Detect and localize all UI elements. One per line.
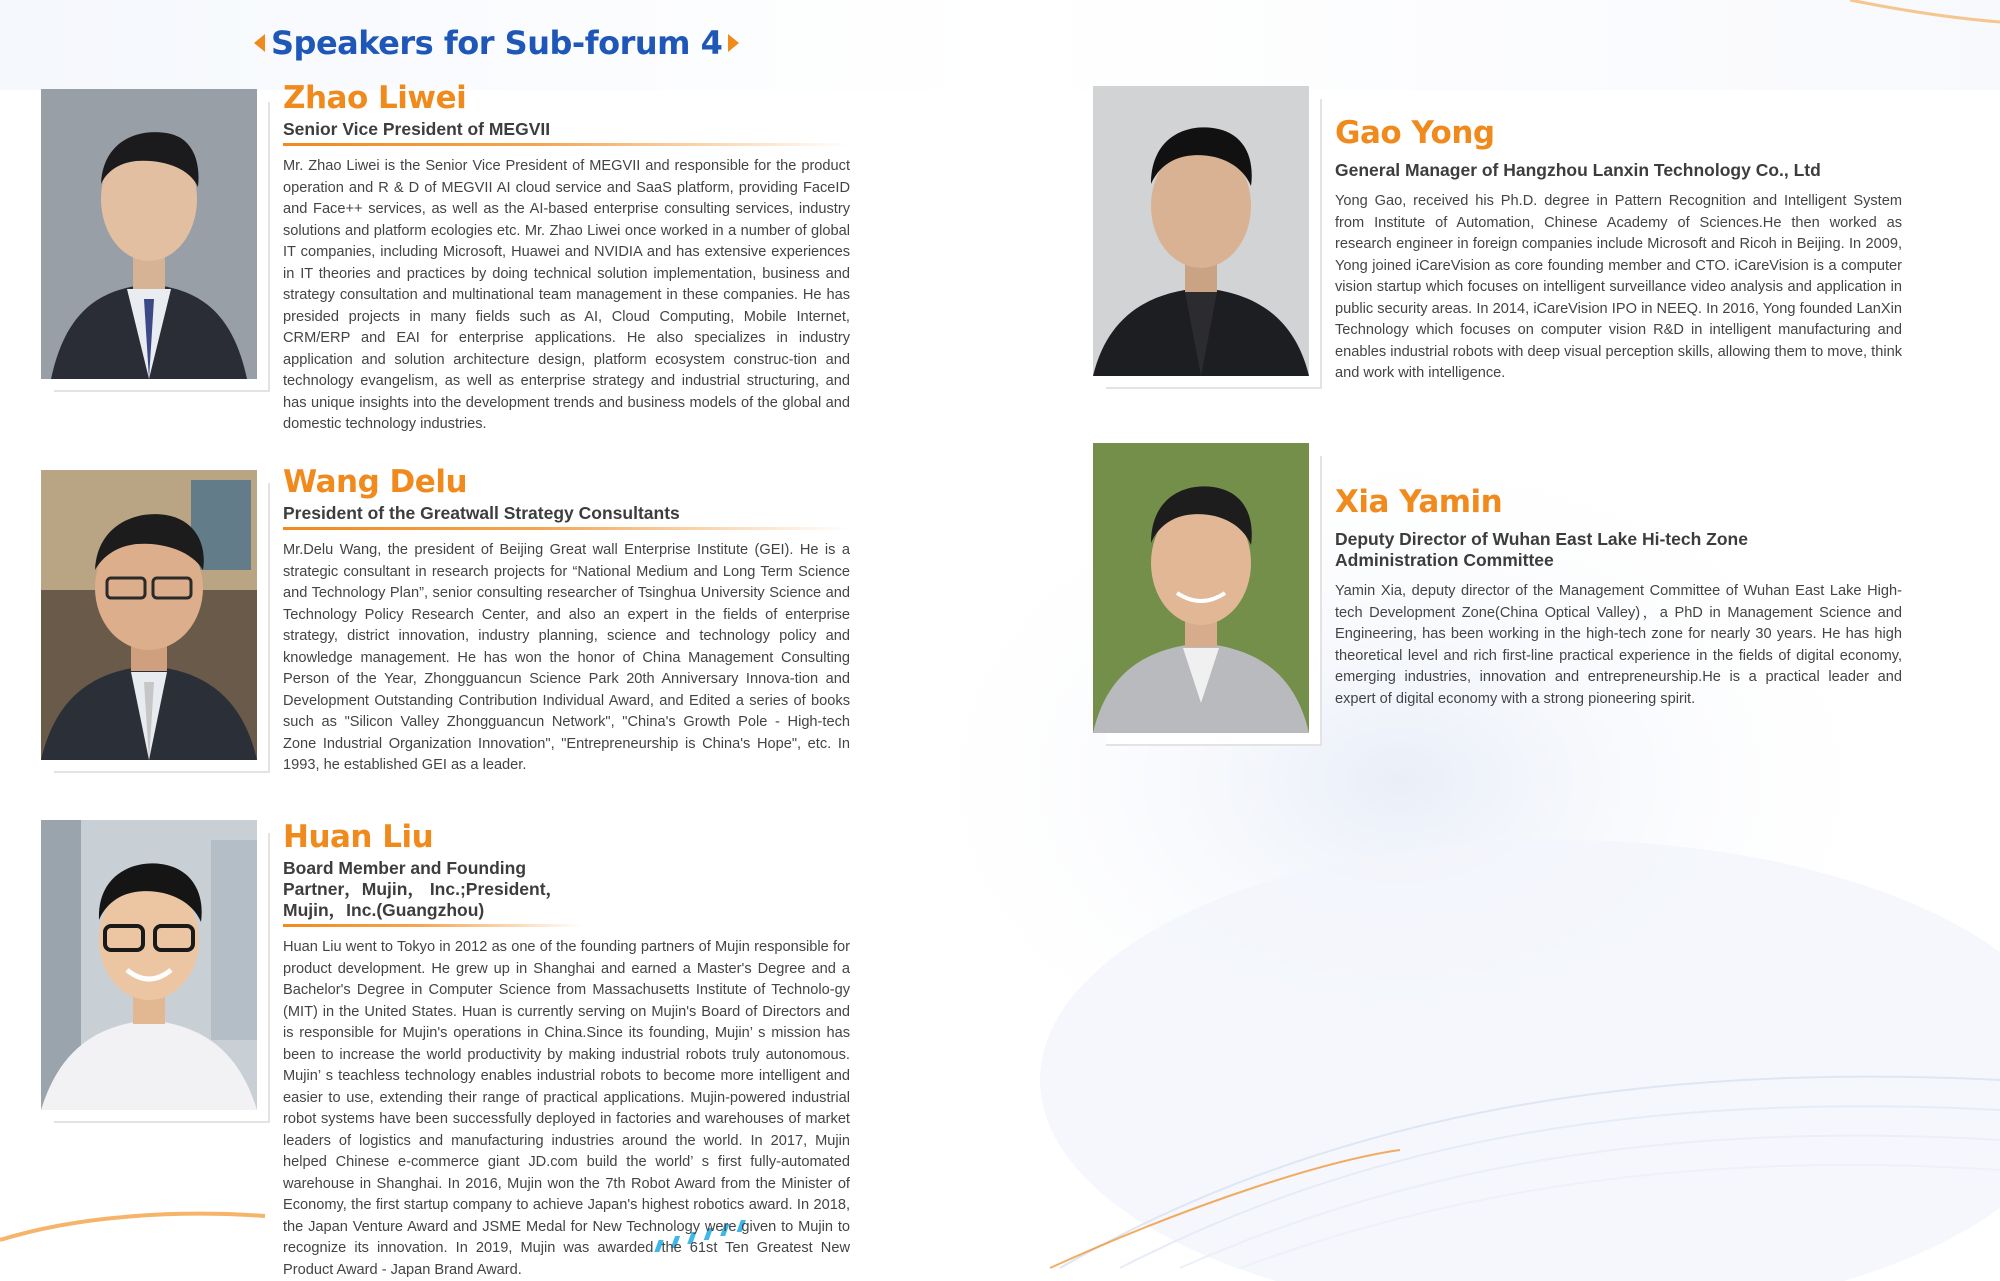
speaker-info xyxy=(283,463,850,777)
speaker-photo xyxy=(41,820,257,1110)
speaker-bio: Yamin Xia, deputy director of the Management Committee of Wuhan East Lake High-tech Development Zone(China Optical Valley)，a PhD in Management Science and Engineering, has been working in the high-tech zone for nearly 30 years. He has high theoretical level and rich first-line practical experience in the fields of digital economy, emerging industries, innovation and entrepreneurship.He is a practical leader and expert of digital economy with a strong pioneering spirit. xyxy=(1335,583,1902,707)
portrait-image xyxy=(1093,86,1309,376)
speaker-info xyxy=(283,818,850,1281)
left-arrow-icon xyxy=(254,34,265,52)
speaker-photo xyxy=(41,470,257,760)
right-arrow-icon xyxy=(728,34,739,52)
portrait-image xyxy=(41,470,257,760)
speaker-bio: Yong Gao, received his Ph.D. degree in Pattern Recognition and Intelligent System from Institute of Automation, Chinese Academy of Sciences.He then worked as research engineer in foreign companies include Microsoft and Ricoh in Beijing. In 2009, Yong joined iCareVision as core founding member and CTO. iCareVision is a computer vision startup which focuses on intelligent surveillance video analysis and application in public security areas. In 2014, iCareVision IPO in NEEQ. In 2016, Yong founded LanXin Technology which focuses on computer vision R&D in intelligent manufacturing and enables industrial robots with deep visual perception skills, allowing them to move, think and work with intelligence. xyxy=(1335,193,1902,381)
speaker-role: Senior Vice President of MEGVII xyxy=(283,119,850,149)
speaker-role: General Manager of Hangzhou Lanxin Technology Co., Ltd xyxy=(1335,160,1821,180)
speaker-info xyxy=(283,79,850,436)
speaker-role: Board Member and Founding Partner，Mujin， Inc.;President，Mujin，Inc.(Guangzhou) xyxy=(283,858,583,930)
speaker-info xyxy=(1335,114,1902,385)
speaker-name: Gao Yong xyxy=(1335,115,1495,151)
speaker-photo xyxy=(1093,443,1309,733)
page-title-text: Speakers for Sub-forum 4 xyxy=(271,24,723,62)
speaker-bio: Mr.Delu Wang, the president of Beijing Great wall Enterprise Institute (GEI). He is a strategic consultant in research projects for “National Medium and Long Term Science and Technology Plan”, senior consulting researcher of Tsinghua University Science and Technology Policy Research Center, and also an expert in the fields of enterprise strategy, district innovation, industry planning, science and technology policy and knowledge management. He has won the honor of China Management Consulting Person of the Year, Zhongguancun Science Park 20th Anniversary Innova-tion and Development Outstanding Contribution Individual Award, and Edited a series of books such as "Silicon Valley Zhongguancun Network", "China's Growth Pole - High-tech Zone Industrial Organization Innovation", "Entrepreneurship is China's Hope", etc. In 1993, he established GEI as a leader. xyxy=(283,542,850,773)
speaker-photo xyxy=(41,89,257,379)
page-title xyxy=(254,20,739,66)
speaker-name: Xia Yamin xyxy=(1335,484,1503,520)
speaker-photo xyxy=(1093,86,1309,376)
speaker-info xyxy=(1335,483,1902,710)
speaker-role: President of the Greatwall Strategy Consultants xyxy=(283,503,850,533)
speaker-role: Deputy Director of Wuhan East Lake Hi-tech Zone Administration Committee xyxy=(1335,529,1748,570)
portrait-image xyxy=(41,820,257,1110)
portrait-image xyxy=(1093,443,1309,733)
speaker-name: Huan Liu xyxy=(283,819,434,855)
portrait-image xyxy=(41,89,257,379)
speaker-name: Zhao Liwei xyxy=(283,80,467,116)
speaker-bio: Huan Liu went to Tokyo in 2012 as one of the founding partners of Mujin responsible for product development. He grew up in Shanghai and earned a Master's Degree and a Bachelor's Degree in Computer Science from Massachusetts Institute of Technolo-gy (MIT) in the United States. Huan is currently serving on Mujin's Board of Directors and is responsible for Mujin's operations in China.Since its founding, Mujin’ s mission has been to increase the world productivity by making industrial robots truly autonomous. Mujin’ s teachless technology enables industrial robots to become more intelligent and easier to use, extending their range of practical applications. Mujin-powered industrial robot systems have been successfully deployed in factories and warehouses of market leaders of logistics and manufacturing industries around the world. In 2017, Mujin helped Chinese e-commerce giant JD.com build the world’ s first fully-automated warehouse in Shanghai. In 2016, Mujin won the 7th Robot Award from the Minister of Economy, the first startup company to achieve Japan's highest robotics award. In 2018, the Japan Venture Award and JSME Medal for New Technology were given to Mujin to recognize its innovation. In 2019, Mujin was awarded the 61st Ten Greatest New Product Award - Japan Brand Award. xyxy=(283,939,850,1278)
speaker-name: Wang Delu xyxy=(283,464,468,500)
speaker-bio: Mr. Zhao Liwei is the Senior Vice President of MEGVII and responsible for the product operation and R & D of MEGVII AI cloud service and SaaS platform, providing FaceID and Face++ services, as well as the AI-based enterprise consulting services, industry solutions and platform ecologies etc. Mr. Zhao Liwei once worked in a number of global IT companies, including Microsoft, Huawei and NVIDIA and has extensive experiences in IT theories and practices by doing technical solution implementation, business and strategy consultation and multinational team management in these companies. He has presided projects in many fields such as AI, Cloud Computing, Mobile Internet, CRM/ERP and EAI for enterprise applications. He also specializes in industry application and solution architecture design, platform ecosystem construc-tion and technology evangelism, as well as enterprise strategy and industrial structuring, and has unique insights into the development trends and business models of the global and domestic technology industries. xyxy=(283,158,850,432)
